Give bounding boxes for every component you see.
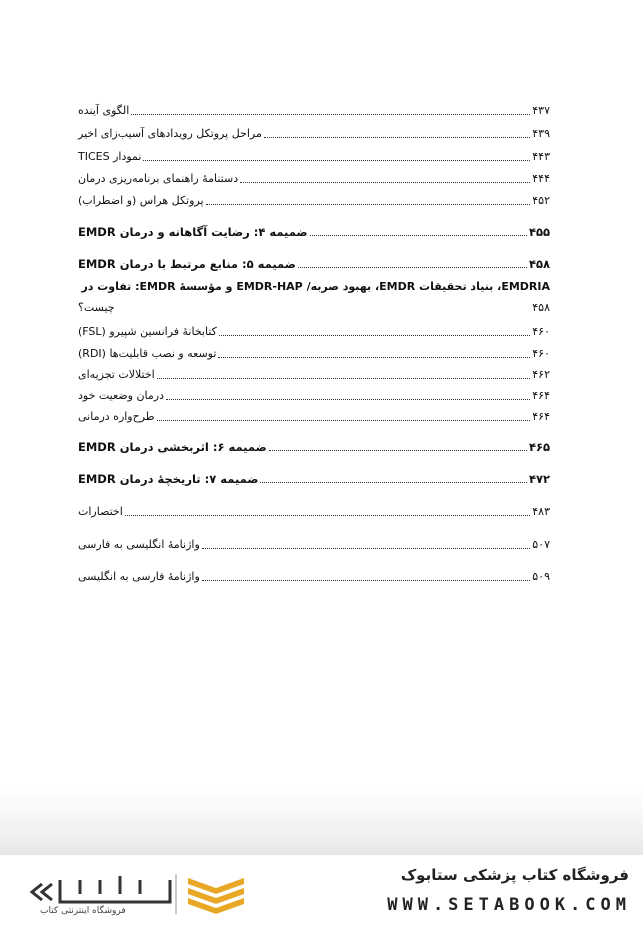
leader-dots xyxy=(260,481,526,483)
toc-section[interactable] xyxy=(76,434,550,454)
toc-section[interactable] xyxy=(76,219,550,239)
leader-dots xyxy=(219,334,530,336)
toc-entry[interactable] xyxy=(76,404,550,424)
toc-entry-page: ۴۴۳ xyxy=(532,150,550,163)
toc-entry-page: ۴۵۸ xyxy=(532,301,550,314)
toc-section-title: ضمیمه ۴: رضایت آگاهانه و درمان EMDR xyxy=(78,225,308,239)
toc-entry-page: ۴۶۴ xyxy=(532,410,550,423)
toc-entry-page: ۴۶۰ xyxy=(532,347,550,360)
leader-dots xyxy=(202,547,530,549)
leader-dots xyxy=(131,113,530,115)
toc-entry[interactable] xyxy=(76,499,550,519)
toc-entry-title: پروتکل هراس (و اضطراب) xyxy=(78,194,204,207)
toc-section-page: ۴۵۵ xyxy=(528,225,550,239)
toc-entry-page: ۴۶۴ xyxy=(532,389,550,402)
toc-entry[interactable] xyxy=(76,564,550,584)
toc-entry-title: نمودار TICES xyxy=(78,150,142,163)
toc-entry[interactable] xyxy=(76,295,550,315)
chevron-arrows-icon xyxy=(32,884,52,900)
toc-entry-page: ۴۴۴ xyxy=(532,172,550,185)
toc-entry-wrapped-line[interactable]: EMDRIA، بنیاد تحقیقات EMDR، بهبود صربه/ EMDR-HAP و مؤسسهٔ EMDR: تفاوت در xyxy=(81,280,550,293)
toc-section-page: ۴۷۲ xyxy=(528,472,550,486)
toc-entry[interactable] xyxy=(76,362,550,382)
book-stack-icon xyxy=(188,878,244,914)
logo-caption: فروشگاه اینترنتی کتاب xyxy=(40,906,126,916)
toc-entry-title: توسعه و نصب قابلیت‌ها (RDI) xyxy=(78,347,217,360)
toc-entry[interactable] xyxy=(76,166,550,186)
toc-entry[interactable] xyxy=(76,341,550,361)
leader-dots xyxy=(218,356,530,358)
leader-dots xyxy=(310,234,527,236)
toc-entry-title: کتابخانهٔ فرانسین شپیرو (FSL) xyxy=(78,325,217,338)
toc-entry-title: درمان وضعیت خود xyxy=(78,389,164,402)
leader-dots xyxy=(157,377,531,379)
toc-entry-title: دستنامهٔ راهنمای برنامه‌ریزی درمان xyxy=(78,172,239,185)
toc-entry-page: ۵۰۹ xyxy=(532,570,550,583)
store-name: فروشگاه کتاب پزشکی ستابوک xyxy=(400,866,629,884)
toc-entry[interactable] xyxy=(76,144,550,164)
toc-section-title: ضمیمه ۵: منابع مرتبط با درمان EMDR xyxy=(78,257,296,271)
toc-entry-page: ۵۰۷ xyxy=(532,538,550,551)
leader-dots xyxy=(125,514,530,516)
toc-section[interactable] xyxy=(76,251,550,271)
toc-entry[interactable] xyxy=(76,532,550,552)
toc-section-title: ضمیمه ۷: تاریخچهٔ درمان EMDR xyxy=(78,472,259,486)
leader-space xyxy=(117,311,531,312)
leader-dots xyxy=(206,203,531,205)
leader-dots xyxy=(166,398,530,400)
toc-entry[interactable] xyxy=(76,319,550,339)
toc-entry-page: ۴۶۲ xyxy=(532,368,550,381)
toc-section-page: ۴۶۵ xyxy=(528,440,550,454)
leader-dots xyxy=(202,579,530,581)
leader-dots xyxy=(157,419,531,421)
leader-dots xyxy=(143,159,530,161)
leader-dots xyxy=(298,266,527,268)
toc-entry[interactable] xyxy=(76,121,550,141)
toc-entry-title: واژنامهٔ فارسی به انگلیسی xyxy=(78,570,200,583)
toc-entry-page: ۴۳۹ xyxy=(532,127,550,140)
toc-entry-page: ۴۶۰ xyxy=(532,325,550,338)
toc-entry-title: الگوی آینده xyxy=(78,104,130,117)
toc-entry-title: چیست؟ xyxy=(78,301,115,314)
toc-section-page: ۴۵۸ xyxy=(528,257,550,271)
toc-entry-title: واژنامهٔ انگلیسی به فارسی xyxy=(78,538,200,551)
toc-entry-page: ۴۳۷ xyxy=(532,104,550,117)
toc-entry-title: طرح‌واره درمانی xyxy=(78,410,155,423)
toc-entry-title: مراحل پروتکل رویدادهای آسیب‌زای اخیر xyxy=(78,127,262,140)
leader-dots xyxy=(269,449,527,451)
toc-section[interactable] xyxy=(76,466,550,486)
logo-wordmark-shape xyxy=(60,876,170,902)
store-url-link[interactable]: WWW.SETABOOK.COM xyxy=(387,895,631,915)
toc-entry[interactable] xyxy=(76,383,550,403)
toc-entry[interactable] xyxy=(76,188,550,208)
leader-dots xyxy=(240,181,530,183)
toc-section-title: ضمیمه ۶: اثربخشی درمان EMDR xyxy=(78,440,267,454)
leader-dots xyxy=(264,136,530,138)
toc-entry-title: اختصارات xyxy=(78,505,123,518)
toc-entry[interactable] xyxy=(76,98,550,118)
toc-entry-page: ۴۸۳ xyxy=(532,505,550,518)
toc-entry-title: اختلالات تجزیه‌ای xyxy=(78,368,155,381)
toc-entry-page: ۴۵۲ xyxy=(532,194,550,207)
